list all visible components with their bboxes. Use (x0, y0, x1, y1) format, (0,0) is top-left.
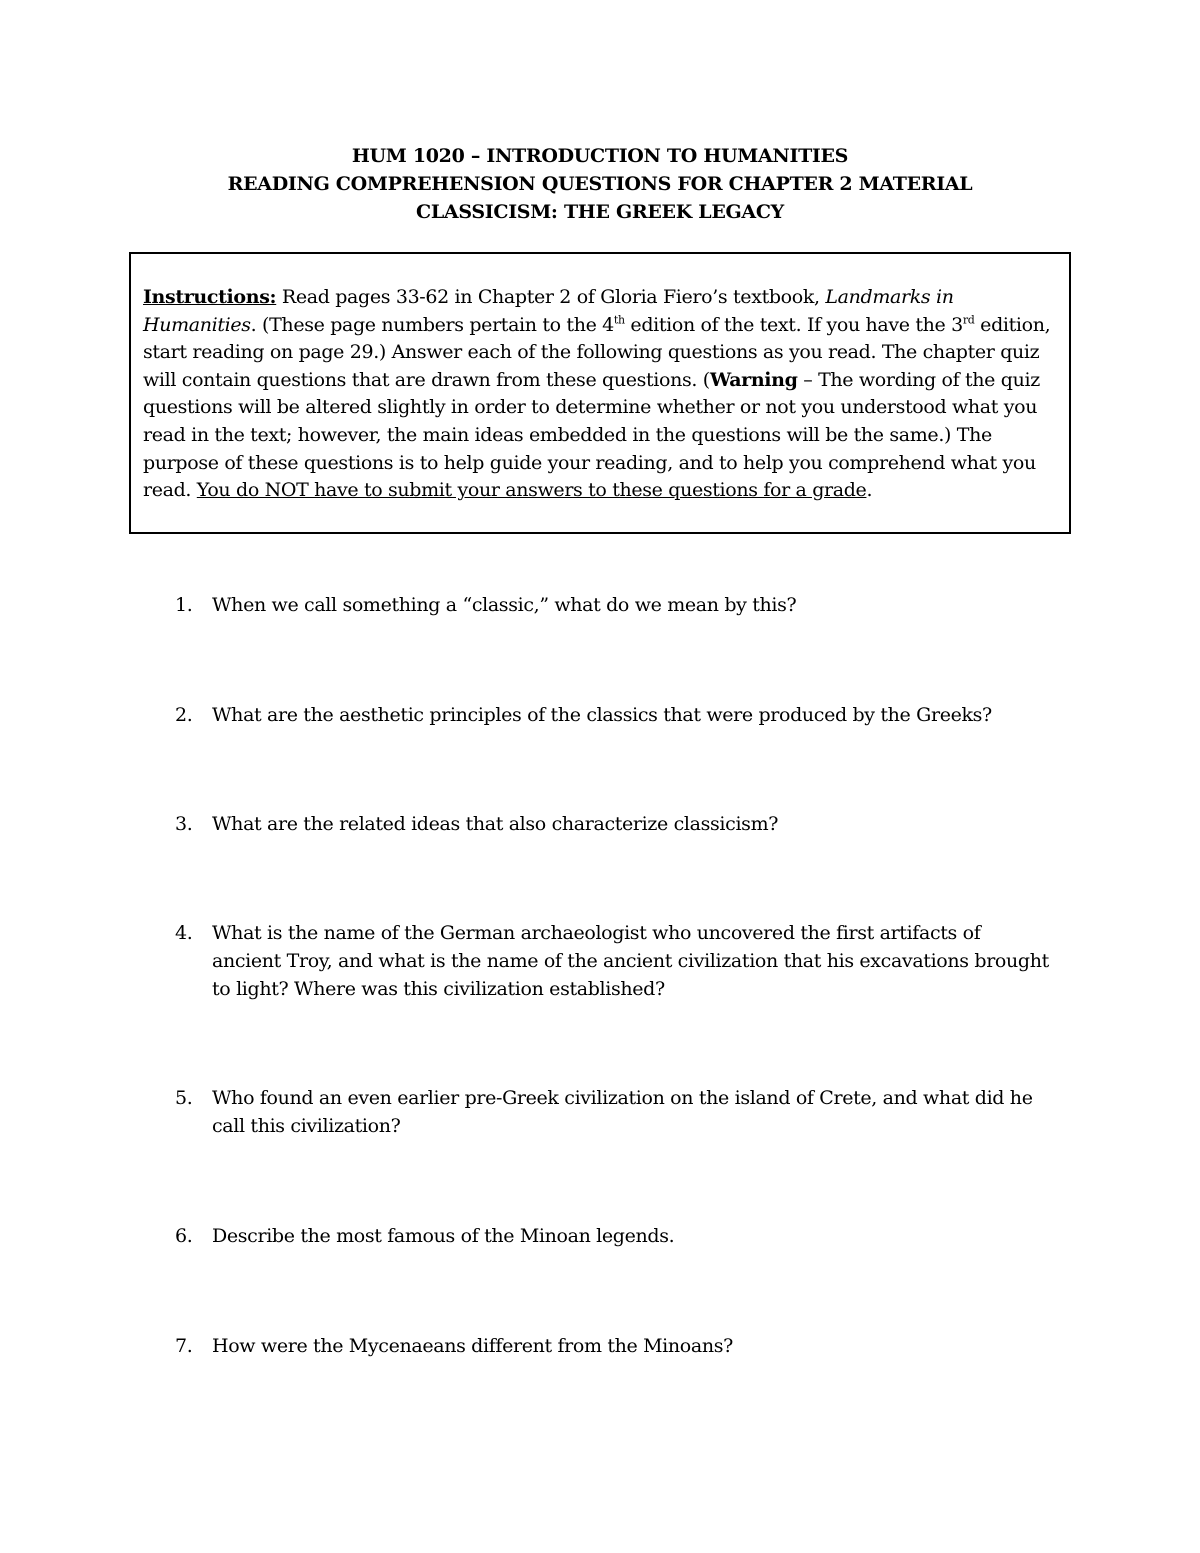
warning-label: Warning (709, 368, 798, 391)
question-number: 4. (175, 922, 193, 944)
instructions-text-part4: edition, start reading on page 29.) Answer each of the following questions as you read. The chapter quiz will contain questions that are drawn from these questions. ( (143, 313, 1051, 391)
question-number: 1. (175, 594, 193, 616)
question-text: What are the related ideas that also characterize classicism? (212, 813, 779, 835)
question-item (175, 591, 1055, 619)
instructions-text-part3: edition of the text. If you have the 3 (624, 313, 963, 336)
question-number: 2. (175, 704, 193, 726)
question-item (175, 701, 1055, 729)
instructions-text-part5: – The wording of the quiz questions will be altered slightly in order to determine whether or not you understood what you read in the text; however, the main ideas embedded in the questions will be the same.) The purpose of these questions is to help guide your reading, and to help you comprehend what you read. (143, 368, 1040, 502)
document-header (0, 142, 1200, 226)
edition-superscript-rd: rd (962, 313, 975, 327)
question-number: 3. (175, 813, 193, 835)
document-subtitle: READING COMPREHENSION QUESTIONS FOR CHAPTER 2 MATERIAL (227, 173, 973, 195)
question-text: How were the Mycenaeans different from the Minoans? (212, 1335, 733, 1357)
instructions-end-period: . (866, 479, 873, 502)
question-item (175, 1084, 1055, 1140)
course-title: HUM 1020 – INTRODUCTION TO HUMANITIES (351, 145, 849, 167)
question-item (175, 1332, 1055, 1360)
instructions-text-part1: Read pages 33-62 in Chapter 2 of Gloria Fiero’s textbook, (276, 286, 826, 308)
chapter-title: CLASSICISM: THE GREEK LEGACY (416, 201, 784, 223)
instructions-label: Instructions: (143, 286, 277, 308)
instructions-text-part2: . (These page numbers pertain to the 4 (250, 313, 614, 336)
question-item (175, 919, 1055, 1003)
no-submit-note: You do NOT have to submit your answers to these questions for a grade (196, 479, 867, 502)
instructions-box (129, 252, 1071, 534)
question-text: Describe the most famous of the Minoan legends. (212, 1225, 675, 1247)
question-number: 6. (175, 1225, 193, 1247)
book-title: Landmarks in Humanities (143, 286, 954, 336)
question-text: When we call something a “classic,” what do we mean by this? (212, 594, 797, 616)
question-text: What is the name of the German archaeologist who uncovered the first artifacts of ancient Troy, and what is the name of the ancient civilization that his excavations brought to light? Where was this civilization established? (212, 922, 1049, 1000)
question-item (175, 1222, 1055, 1250)
edition-superscript-th: th (613, 313, 625, 327)
question-text: Who found an even earlier pre-Greek civilization on the island of Crete, and what did he call this civilization? (212, 1087, 1033, 1137)
question-number: 5. (175, 1087, 193, 1109)
question-item (175, 810, 1055, 838)
question-text: What are the aesthetic principles of the classics that were produced by the Greeks? (212, 704, 992, 726)
question-number: 7. (175, 1335, 193, 1357)
